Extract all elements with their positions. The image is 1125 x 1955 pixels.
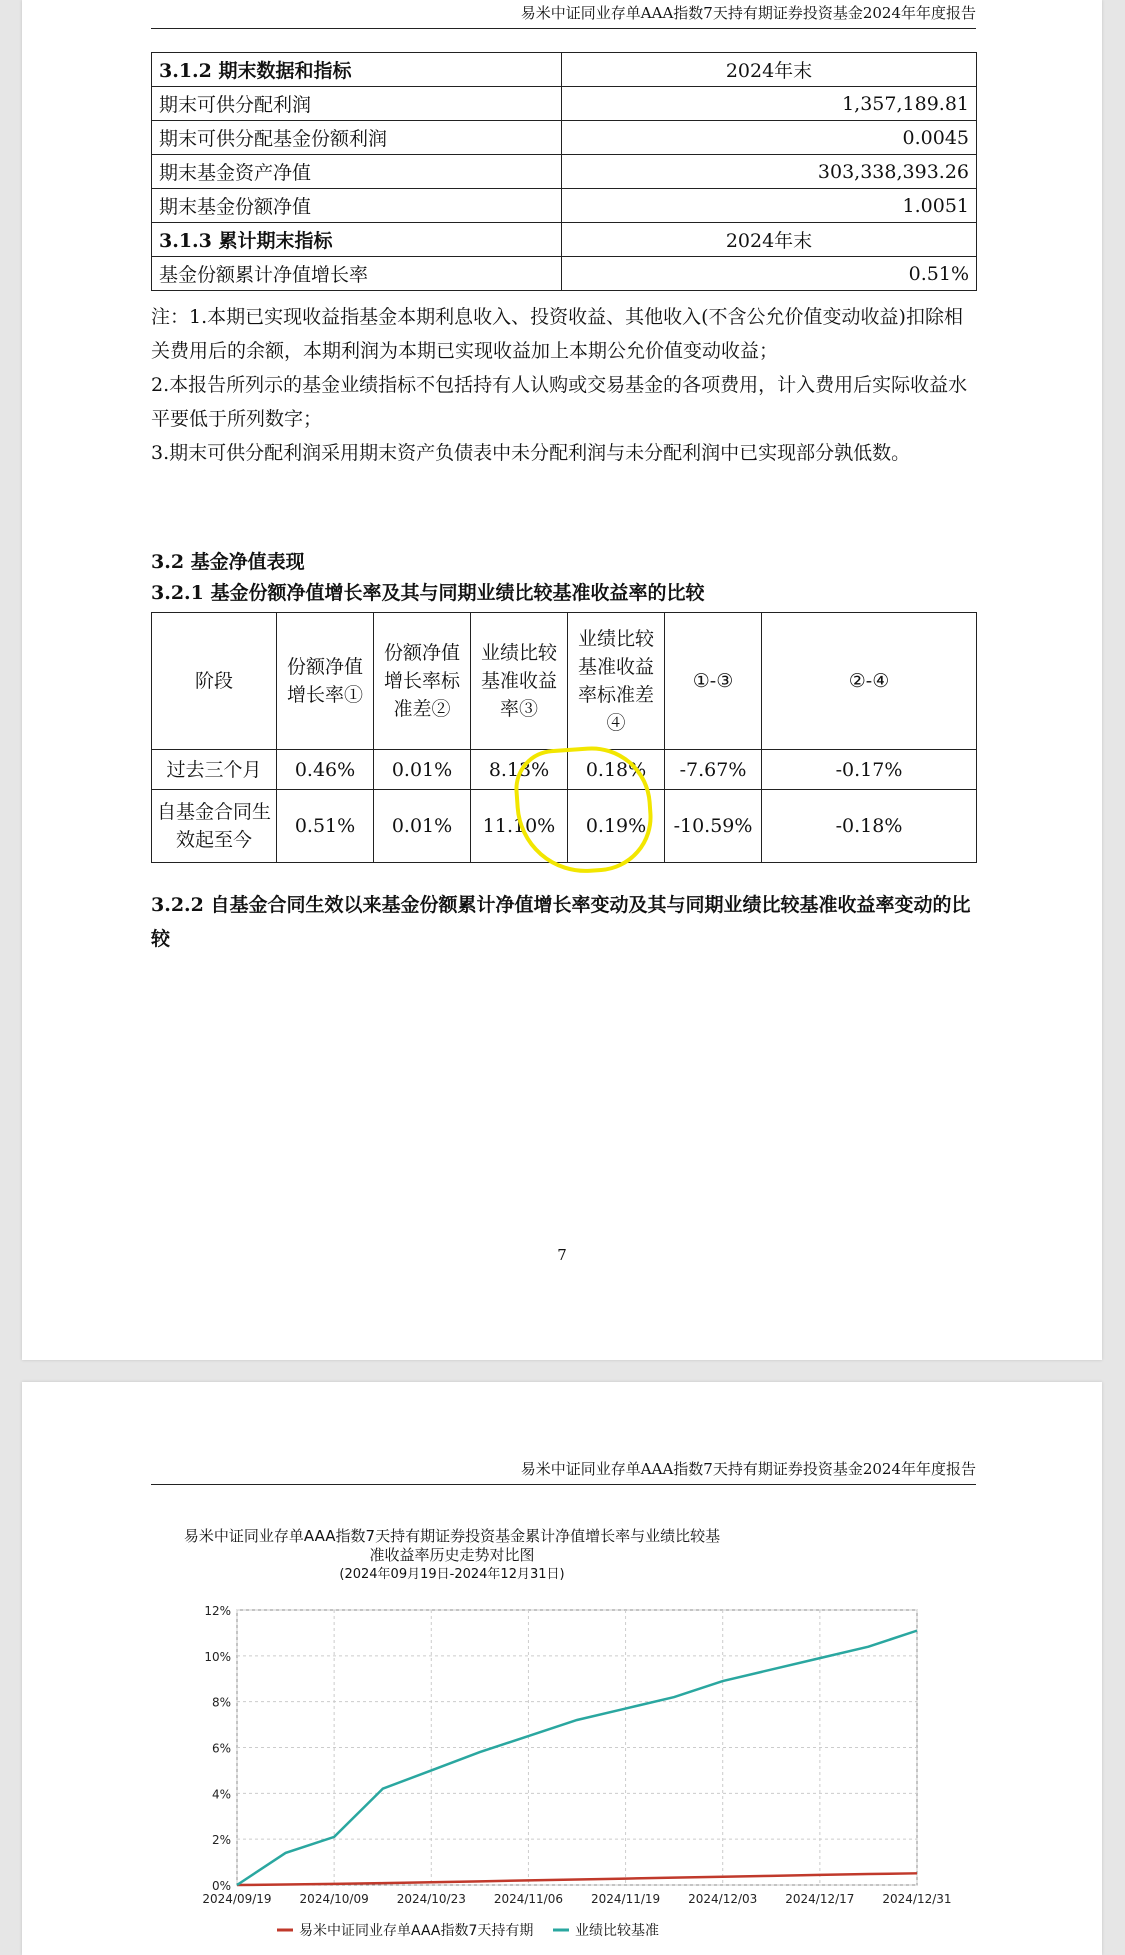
y-tick-label: 2% — [211, 1833, 231, 1848]
table-cell: -0.17% — [762, 750, 977, 790]
table-row — [152, 87, 977, 121]
note-3: 3.期末可供分配利润采用期末资产负债表中未分配利润与未分配利润中已实现部分孰低数。 — [151, 442, 911, 464]
section-title-313: 3.1.3 累计期末指标 — [152, 223, 562, 257]
y-tick-label: 0% — [211, 1879, 231, 1893]
row-value: 1,357,189.81 — [562, 87, 977, 121]
table-cell: 0.01% — [374, 750, 471, 790]
section-heading-321: 3.2.1 基金份额净值增长率及其与同期业绩比较基准收益率的比较 — [151, 582, 705, 604]
x-tick-label: 2024/10/23 — [396, 1892, 466, 1906]
x-tick-label: 2024/12/03 — [688, 1892, 758, 1906]
note-2: 2.本报告所列示的基金业绩指标不包括持有人认购或交易基金的各项费用，计入费用后实际收益水平要低于所列数字； — [151, 374, 968, 430]
section-title-312: 3.1.2 期末数据和指标 — [152, 53, 562, 87]
y-tick-label: 12% — [204, 1604, 231, 1618]
table-row — [152, 121, 977, 155]
chart-subtitle: (2024年09月19日-2024年12月31日) — [339, 1567, 565, 1582]
nav-vs-benchmark-chart — [162, 1592, 982, 1952]
period-label: 2024年末 — [562, 53, 977, 87]
table-header-row — [152, 613, 977, 750]
x-tick-label: 2024/12/31 — [882, 1892, 952, 1906]
table-cell: 8.13% — [471, 750, 568, 790]
x-tick-label: 2024/12/17 — [785, 1892, 855, 1906]
row-label: 期末基金份额净值 — [152, 189, 562, 223]
table-cell: 过去三个月 — [152, 750, 277, 790]
column-header: 阶段 — [152, 613, 277, 750]
column-header: 业绩比较基准收益率标准差④ — [568, 613, 665, 750]
row-value: 0.51% — [562, 257, 977, 291]
report-page-2 — [22, 1382, 1102, 1955]
row-value: 303,338,393.26 — [562, 155, 977, 189]
period-label: 2024年末 — [562, 223, 977, 257]
section-heading-322: 3.2.2 自基金合同生效以来基金份额累计净值增长率变动及其与同期业绩比较基准收益率变动的比较 — [151, 894, 971, 950]
table-row — [152, 189, 977, 223]
table-section-row — [152, 53, 977, 87]
x-tick-label: 2024/10/09 — [299, 1892, 369, 1906]
row-value: 1.0051 — [562, 189, 977, 223]
table-cell: 11.10% — [471, 790, 568, 863]
y-tick-label: 4% — [211, 1787, 231, 1802]
table-cell: 0.18% — [568, 750, 665, 790]
column-header: 业绩比较基准收益率③ — [471, 613, 568, 750]
note-1: 注：1.本期已实现收益指基金本期利息收入、投资收益、其他收入(不含公允价值变动收益)扣除相关费用后的余额，本期利润为本期已实现收益加上本期公允价值变动收益； — [151, 306, 963, 362]
table-section-row — [152, 223, 977, 257]
row-value: 0.0045 — [562, 121, 977, 155]
table-cell: 0.51% — [277, 790, 374, 863]
x-tick-label: 2024/09/19 — [202, 1892, 272, 1906]
column-header: 份额净值增长率标准差② — [374, 613, 471, 750]
indicators-table — [151, 52, 977, 291]
table-row — [152, 257, 977, 291]
row-label: 期末可供分配利润 — [152, 87, 562, 121]
column-header: ②-④ — [762, 613, 977, 750]
table-cell: 0.46% — [277, 750, 374, 790]
page-number: 7 — [557, 1246, 567, 1264]
table-cell: 自基金合同生效起至今 — [152, 790, 277, 863]
page-header: 易米中证同业存单AAA指数7天持有期证券投资基金2024年年度报告 — [151, 1458, 976, 1485]
page-header: 易米中证同业存单AAA指数7天持有期证券投资基金2024年年度报告 — [151, 2, 976, 29]
row-label: 基金份额累计净值增长率 — [152, 257, 562, 291]
legend-entry: 业绩比较基准 — [575, 1923, 659, 1939]
y-tick-label: 6% — [211, 1741, 231, 1756]
table-cell: 0.19% — [568, 790, 665, 863]
column-header: 份额净值增长率① — [277, 613, 374, 750]
table-cell: 0.01% — [374, 790, 471, 863]
y-tick-label: 10% — [204, 1649, 231, 1664]
table-cell: -0.18% — [762, 790, 977, 863]
y-tick-label: 8% — [211, 1695, 231, 1710]
x-tick-label: 2024/11/06 — [493, 1892, 564, 1906]
section-heading-32: 3.2 基金净值表现 — [151, 551, 305, 573]
column-header: ①-③ — [665, 613, 762, 750]
x-tick-label: 2024/11/19 — [590, 1892, 661, 1906]
row-label: 期末可供分配基金份额利润 — [152, 121, 562, 155]
legend-entry: 易米中证同业存单AAA指数7天持有期 — [299, 1923, 534, 1939]
chart-title — [182, 1527, 722, 1584]
table-row — [152, 155, 977, 189]
chart-title-text: 易米中证同业存单AAA指数7天持有期证券投资基金累计净值增长率与业绩比较基准收益率历史走势对比图 — [183, 1527, 721, 1564]
table-cell: -10.59% — [665, 790, 762, 863]
row-label: 期末基金资产净值 — [152, 155, 562, 189]
table-cell: -7.67% — [665, 750, 762, 790]
report-page-1 — [22, 0, 1102, 1360]
